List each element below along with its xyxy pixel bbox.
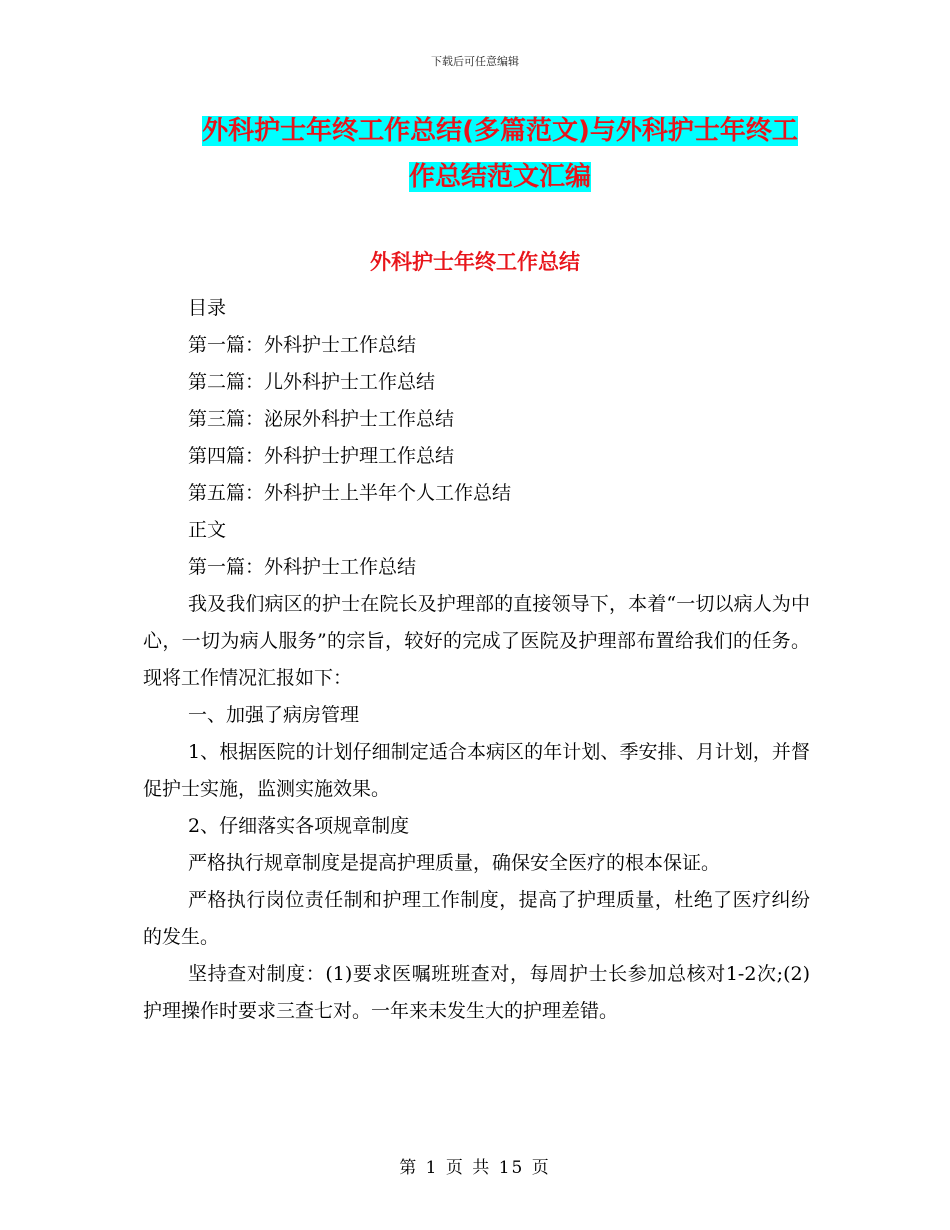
toc-item: 第四篇：外科护士护理工作总结 (188, 445, 455, 467)
section-title: 外科护士年终工作总结 (370, 250, 580, 274)
document-title-line2: 作总结范文汇编 (408, 162, 591, 192)
document-title (190, 108, 810, 200)
chapter-title: 第一篇：外科护士工作总结 (188, 556, 417, 578)
document-body (143, 290, 810, 1030)
paragraph: 2、仔细落实各项规章制度 (188, 815, 410, 837)
header-note: 下载后可任意编辑 (431, 55, 519, 68)
paragraph: 1、根据医院的计划仔细制定适合本病区的年计划、季安排、月计划，并督促护士实施，监测实施效果。 (143, 741, 810, 800)
paragraph: 严格执行岗位责任制和护理工作制度，提高了护理质量，杜绝了医疗纠纷的发生。 (143, 889, 810, 948)
toc-item: 第二篇：儿外科护士工作总结 (188, 371, 436, 393)
paragraph: 一、加强了病房管理 (188, 704, 360, 726)
toc-item: 第五篇：外科护士上半年个人工作总结 (188, 482, 512, 504)
document-title-line1: 外科护士年终工作总结(多篇范文)与外科护士年终工 (202, 116, 798, 146)
paragraph: 我及我们病区的护士在院长及护理部的直接领导下，本着“一切以病人为中心，一切为病人服务”的宗旨，较好的完成了医院及护理部布置给我们的任务。现将工作情况汇报如下： (143, 593, 810, 689)
page-number-footer: 第 1 页 共 15 页 (399, 1158, 551, 1178)
body-heading: 正文 (188, 519, 227, 541)
toc-item: 第三篇：泌尿外科护士工作总结 (188, 408, 455, 430)
paragraph: 严格执行规章制度是提高护理质量，确保安全医疗的根本保证。 (188, 852, 721, 874)
toc-item: 第一篇：外科护士工作总结 (188, 334, 417, 356)
paragraph: 坚持查对制度：(1)要求医嘱班班查对，每周护士长参加总核对1-2次;(2)护理操作时要求三查七对。一年来未发生大的护理差错。 (143, 963, 810, 1022)
toc-heading: 目录 (188, 297, 227, 319)
